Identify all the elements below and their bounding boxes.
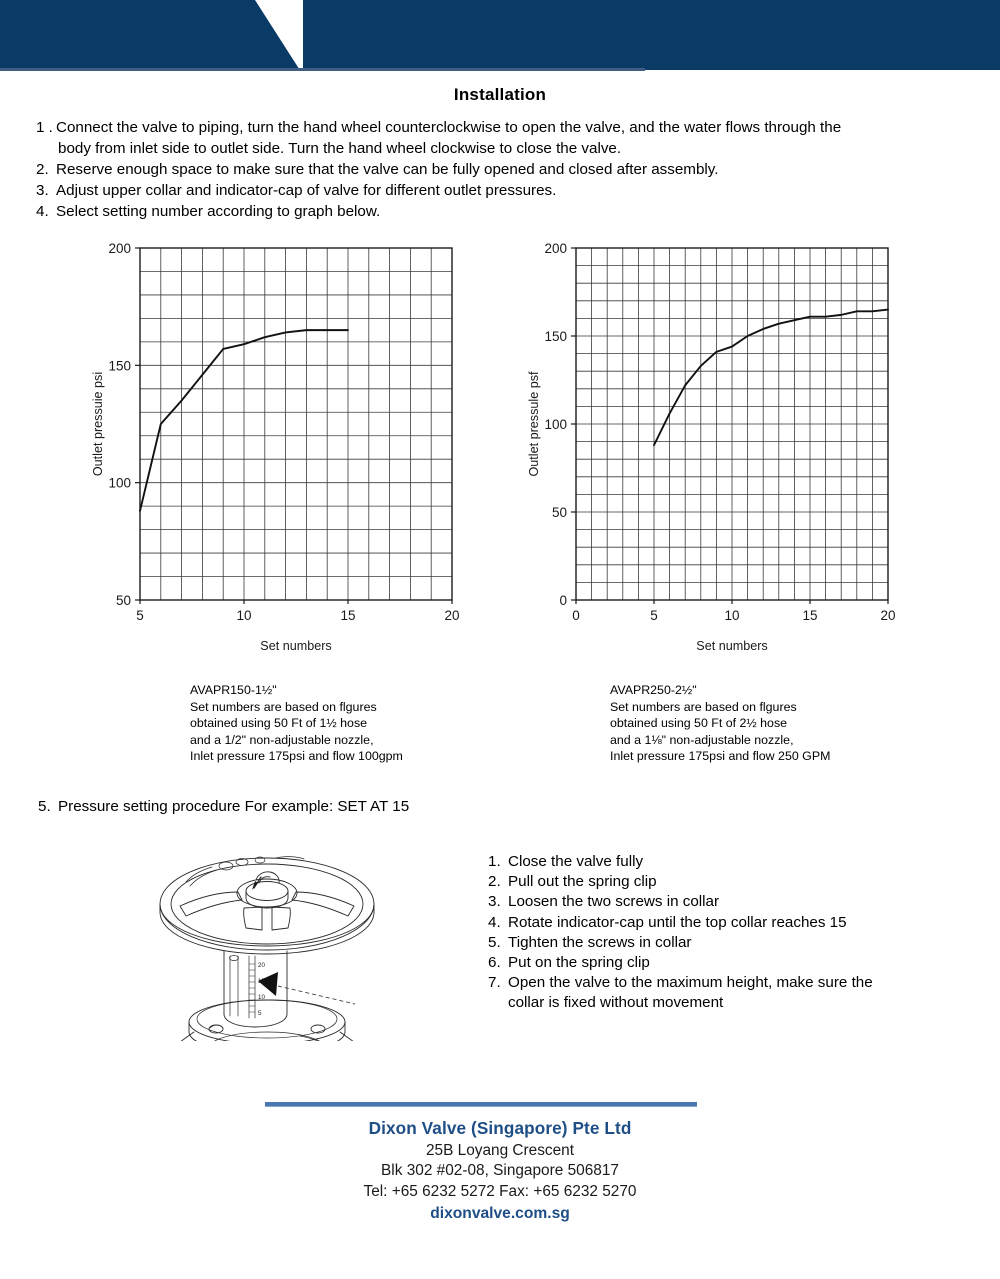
banner-fill: [0, 0, 1000, 68]
banner-rule-right: [645, 68, 1000, 70]
company-name: Dixon Valve (Singapore) Pte Ltd: [368, 1118, 632, 1138]
footer: [0, 1118, 1000, 1225]
list-item: [488, 892, 928, 912]
list-item-number: 1 .: [36, 119, 53, 136]
y-tick-label: 150: [108, 358, 131, 374]
list-item-text: Rotate indicator-cap until the top collar reaches 15: [508, 913, 847, 931]
list-item-number: 6.: [488, 954, 501, 972]
list-item: [488, 852, 928, 872]
x-tick-label: 20: [444, 608, 460, 623]
chart-avapr150-svg: [88, 238, 460, 658]
y-axis-label: Outlet pressule psf: [527, 371, 541, 477]
list-item-text: Tighten the screws in collar: [508, 933, 692, 951]
x-tick-label: 10: [236, 608, 252, 623]
caption-line: Set numbers are based on flgures: [190, 699, 377, 714]
list-item-number: 1.: [488, 853, 501, 870]
pointer-arrow: [258, 972, 355, 1004]
list-item-number: 4.: [36, 203, 49, 220]
header-banner: [0, 0, 1000, 73]
caption-line: and a 1⅛" non-adjustable nozzle,: [610, 732, 794, 747]
x-tick-label: 15: [802, 608, 818, 623]
list-item-text: Open the valve to the maximum height, make sure the: [508, 974, 873, 992]
caption-line: and a 1/2" non-adjustable nozzle,: [190, 732, 374, 747]
list-item-continuation: body from inlet side to outlet side. Turn the hand wheel clockwise to close the valve.: [58, 140, 622, 157]
list-item: [488, 872, 928, 892]
list-item: [36, 201, 966, 222]
x-tick-label: 5: [136, 608, 144, 623]
caption-line: obtained using 50 Ft of 2½ hose: [610, 716, 788, 731]
list-item: [36, 159, 966, 180]
y-axis-label: Outlet pressuie psi: [91, 371, 105, 477]
x-tick-label: 10: [724, 608, 740, 623]
valve-illustration: [150, 836, 385, 1041]
caption-line: Set numbers are based on flgures: [610, 699, 797, 714]
website-link[interactable]: dixonvalve.com.sg: [430, 1205, 570, 1222]
x-tick-label: 20: [880, 608, 896, 623]
list-item-text: Close the valve fully: [508, 853, 644, 870]
caption-line: obtained using 50 Ft of 1½ hose: [190, 716, 368, 731]
y-tick-label: 50: [115, 593, 131, 608]
list-item: [488, 953, 928, 973]
list-item-text: Connect the valve to piping, turn the hand wheel counterclockwise to open the valve, and the water flows through the: [56, 119, 842, 136]
caption-line: Inlet pressure 175psi and flow 250 GPM: [610, 749, 831, 764]
list-item-number: 7.: [488, 974, 501, 992]
footer-divider: [265, 1102, 697, 1107]
data-series-line: [654, 310, 888, 446]
list-item-number: 3.: [36, 182, 49, 199]
address-line-1: 25B Loyang Crescent: [425, 1141, 574, 1159]
y-tick-label: 200: [544, 241, 567, 256]
list-item-continuation: collar is fixed without movement: [508, 994, 724, 1012]
scale-label: 5: [258, 1010, 262, 1017]
contact-line: Tel: +65 6232 5272 Fax: +65 6232 5270: [363, 1182, 637, 1200]
valve-diagram-svg: [150, 836, 385, 1041]
handwheel-spoke: [180, 892, 242, 916]
list-item-text: Adjust upper collar and indicator-cap of valve for different outlet pressures.: [56, 182, 557, 199]
list-item-number: 5.: [488, 933, 501, 951]
list-item: [488, 913, 928, 933]
list-item: [488, 973, 928, 993]
list-item-number: 3.: [488, 893, 501, 911]
list-item: [36, 180, 966, 201]
caption-line: Inlet pressure 175psi and flow 100gpm: [190, 749, 403, 764]
chart-avapr150: [88, 238, 460, 658]
list-item-number: 2.: [36, 161, 49, 178]
handwheel-spoke: [244, 907, 262, 930]
chart-avapr250-svg: [524, 238, 896, 658]
list-item-text: Select setting number according to graph below.: [56, 203, 381, 220]
caption-line: AVAPR150-1½": [190, 683, 277, 697]
scale-label: 15: [258, 978, 265, 985]
collar-ring: [189, 1000, 345, 1041]
banner-rule-left: [0, 68, 645, 71]
list-item-text: Put on the spring clip: [508, 954, 650, 972]
list-item-number: 2.: [488, 873, 501, 891]
handwheel-inner-rim: [171, 864, 363, 944]
scale-label: 10: [258, 994, 265, 1001]
y-tick-label: 0: [559, 593, 567, 608]
address-line-2: Blk 302 #02-08, Singapore 506817: [381, 1162, 619, 1179]
list-item-text: Reserve enough space to make sure that the valve can be fully opened and closed after assembly.: [56, 161, 719, 178]
x-tick-label: 5: [650, 608, 658, 623]
indicator-scale-ticks: [249, 964, 255, 1012]
list-item: [488, 933, 928, 953]
handwheel-spoke: [292, 892, 354, 916]
y-tick-label: 200: [108, 241, 131, 256]
pressure-setting-heading: [38, 798, 409, 815]
x-axis-label: Set numbers: [260, 639, 332, 653]
x-tick-label: 0: [572, 608, 580, 623]
list-item-text: Loosen the two screws in collar: [508, 893, 720, 911]
caption-line: AVAPR250-2½": [610, 683, 697, 697]
x-tick-label: 15: [340, 608, 356, 623]
indicator-scale-labels: [258, 962, 265, 1017]
list-item-text: Pull out the spring clip: [508, 873, 657, 891]
installation-steps-list: [36, 117, 966, 222]
handwheel-spoke: [272, 907, 290, 930]
list-item-text: Pressure setting procedure For example: SET AT 15: [58, 798, 410, 815]
pressure-setting-procedure-list: [488, 852, 928, 1014]
scale-label: 20: [258, 962, 265, 969]
list-item-number: 4.: [488, 913, 501, 931]
page-title: Installation: [453, 85, 547, 104]
y-tick-label: 50: [551, 505, 567, 520]
list-item: [36, 117, 966, 138]
caption-avapr150: [190, 682, 403, 765]
y-tick-label: 100: [108, 475, 131, 491]
caption-avapr250: [610, 682, 830, 765]
x-axis-label: Set numbers: [696, 639, 768, 653]
y-tick-label: 150: [544, 329, 567, 344]
list-item-number: 5.: [38, 798, 51, 815]
chart-avapr250: [524, 238, 896, 658]
y-tick-label: 100: [544, 417, 567, 432]
